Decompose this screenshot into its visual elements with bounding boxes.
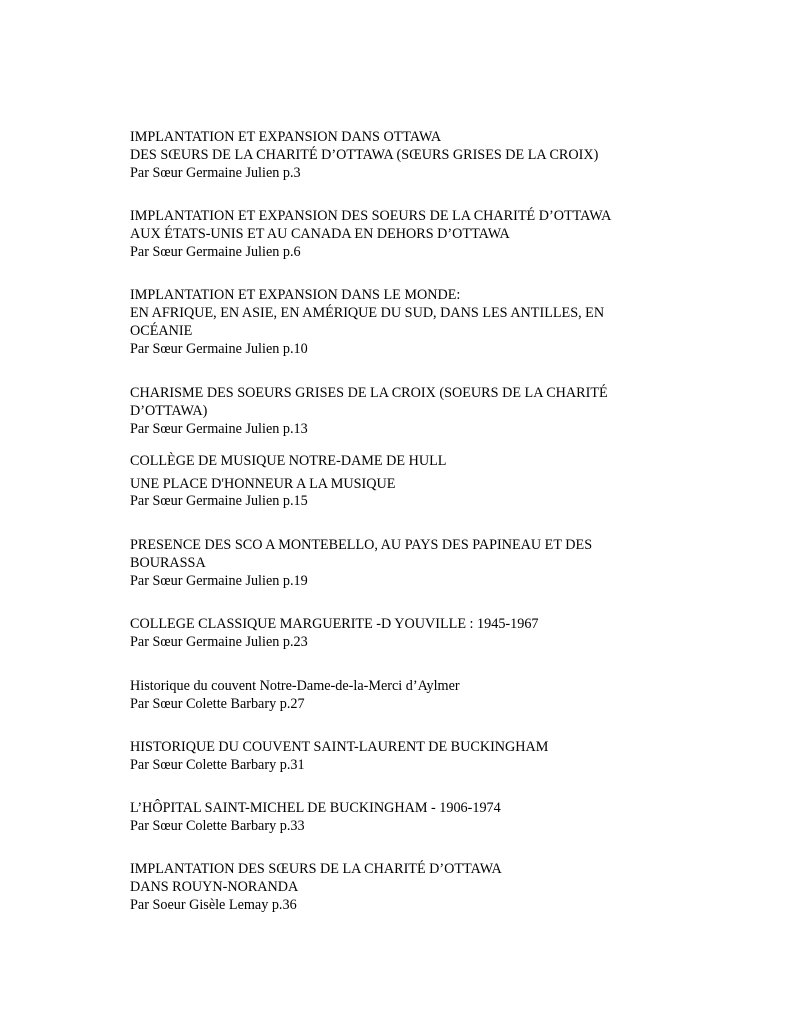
toc-title-line: HISTORIQUE DU COUVENT SAINT-LAURENT DE BUCKINGHAM <box>130 739 549 755</box>
toc-author-page: Par Sœur Germaine Julien p.13 <box>130 421 308 437</box>
toc-title-line: IMPLANTATION DES SŒURS DE LA CHARITÉ D’OTTAWA <box>130 861 502 877</box>
toc-title-line: DES SŒURS DE LA CHARITÉ D’OTTAWA (SŒURS GRISES DE LA CROIX) <box>130 147 599 163</box>
toc-title-line: D’OTTAWA) <box>130 403 208 419</box>
toc-author-page: Par Sœur Colette Barbary p.33 <box>130 818 305 834</box>
toc-title-line: AUX ÉTATS-UNIS ET AU CANADA EN DEHORS D’OTTAWA <box>130 226 510 242</box>
toc-author-page: Par Soeur Gisèle Lemay p.36 <box>130 897 297 913</box>
toc-title-line: OCÉANIE <box>130 323 193 339</box>
toc-title-line: IMPLANTATION ET EXPANSION DANS OTTAWA <box>130 129 442 145</box>
toc-author-page: Par Sœur Germaine Julien p.15 <box>130 493 308 509</box>
toc-title-line: PRESENCE DES SCO A MONTEBELLO, AU PAYS DES PAPINEAU ET DES <box>130 537 593 553</box>
toc-title-line: Historique du couvent Notre-Dame-de-la-Merci d’Aylmer <box>130 678 460 694</box>
toc-title-line: COLLEGE CLASSIQUE MARGUERITE -D YOUVILLE : 1945-1967 <box>130 616 539 632</box>
toc-title-line: BOURASSA <box>130 555 206 571</box>
toc-author-page: Par Sœur Germaine Julien p.23 <box>130 634 308 650</box>
toc-title-line: L’HÔPITAL SAINT-MICHEL DE BUCKINGHAM - 1906-1974 <box>130 800 501 816</box>
toc-title-line: IMPLANTATION ET EXPANSION DES SOEURS DE LA CHARITÉ D’OTTAWA <box>130 208 612 224</box>
toc-title-line: COLLÈGE DE MUSIQUE NOTRE-DAME DE HULL <box>130 453 447 469</box>
toc-author-page: Par Sœur Germaine Julien p.10 <box>130 341 308 357</box>
toc-title-line: EN AFRIQUE, EN ASIE, EN AMÉRIQUE DU SUD, DANS LES ANTILLES, EN <box>130 305 605 321</box>
toc-author-page: Par Sœur Germaine Julien p.3 <box>130 165 301 181</box>
toc-author-page: Par Sœur Germaine Julien p.6 <box>130 244 301 260</box>
toc-author-page: Par Sœur Colette Barbary p.31 <box>130 757 305 773</box>
toc-title-line: IMPLANTATION ET EXPANSION DANS LE MONDE: <box>130 287 461 303</box>
toc-title-line: CHARISME DES SOEURS GRISES DE LA CROIX (SOEURS DE LA CHARITÉ <box>130 385 608 401</box>
toc-title-line: UNE PLACE D'HONNEUR A LA MUSIQUE <box>130 476 396 492</box>
toc-author-page: Par Sœur Germaine Julien p.19 <box>130 573 308 589</box>
toc-author-page: Par Sœur Colette Barbary p.27 <box>130 696 305 712</box>
toc-title-line: DANS ROUYN-NORANDA <box>130 879 299 895</box>
